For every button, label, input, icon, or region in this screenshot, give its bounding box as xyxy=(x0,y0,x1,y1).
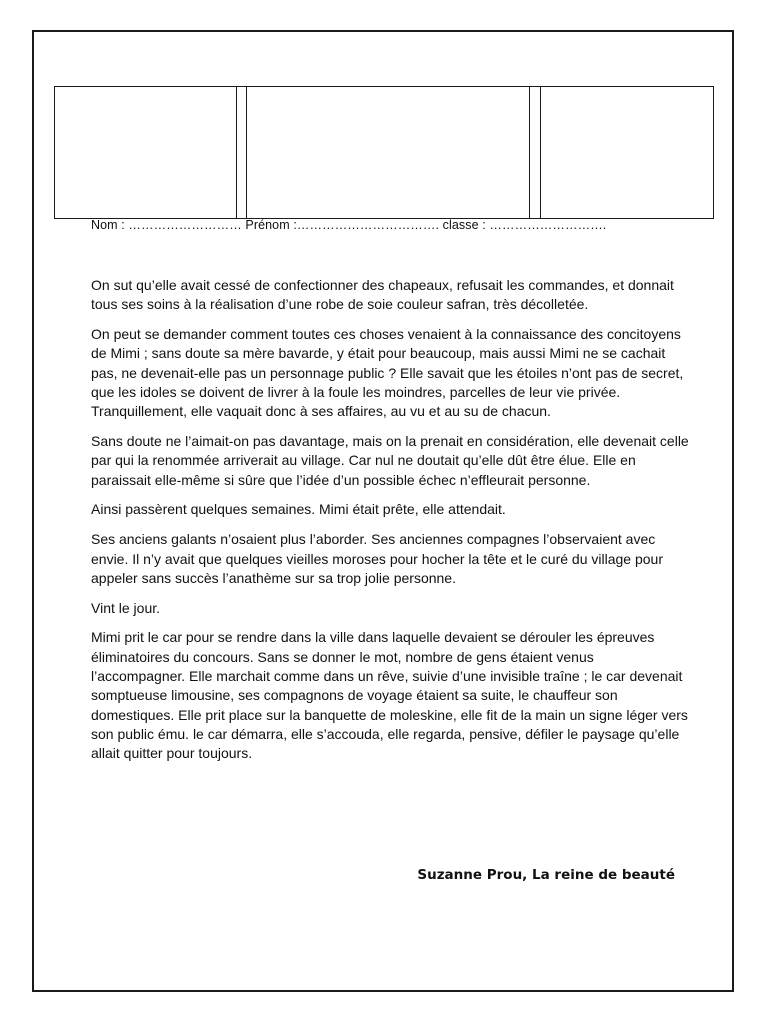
header-divider xyxy=(529,87,530,218)
paragraph: Sans doute ne l’aimait-on pas davantage, mais on la prenait en considération, elle devenait celle par qui la renommée arriverait au village. Car nul ne doutait qu’elle dût être élue. Elle en paraissait elle-même si sûre que l’idée d’un possible échec n’effleurait personne. xyxy=(91,433,689,488)
header-table xyxy=(54,86,714,219)
paragraph: On sut qu’elle avait cessé de confectionner des chapeaux, refusait les commandes, et donnait tous ses soins à la réalisation d’une robe de soie couleur safran, très décolletée. xyxy=(91,277,674,313)
header-divider xyxy=(246,87,247,218)
paragraph: Ainsi passèrent quelques semaines. Mimi était prête, elle attendait. xyxy=(91,501,506,518)
paragraph: Vint le jour. xyxy=(91,599,161,616)
author-citation: Suzanne Prou, La reine de beauté xyxy=(417,867,675,883)
paragraph: Ses anciens galants n’osaient plus l’aborder. Ses anciennes compagnes l’observaient avec envie. Il n’y avait que quelques vieilles moroses pour hocher la tête et le curé du village pour appeler sans succès l’anathème sur sa trop jolie personne. xyxy=(91,531,663,586)
text-body xyxy=(91,276,691,774)
paragraph: Mimi prit le car pour se rendre dans la ville dans laquelle devaient se dérouler les épreuves éliminatoires du concours. Sans se donner le mot, nombre de gens étaient venus l’accompagner. Elle marchait comme dans un rêve, suivie d’une invisible traîne ; le car devenait somptueuse limousine, ses compagnons de voyage étaient sa suite, le chauffeur son domestiques. Elle prit place sur la banquette de moleskine, elle fit de la main un signe léger vers son public ému. le car démarra, elle s’accouda, elle regarda, pensive, défiler le paysage qu’elle allait quitter pour toujours. xyxy=(91,629,688,762)
header-divider xyxy=(236,87,237,218)
student-info-line: Nom : ……………………… Prénom :……………………………. classe : ………………………. xyxy=(91,218,607,232)
paragraph: On peut se demander comment toutes ces choses venaient à la connaissance des concitoyens de Mimi ; sans doute sa mère bavarde, y était pour beaucoup, mais aussi Mimi ne se cachait pas, ne devenait-elle pas un personnage public ? Elle savait que les étoiles n’ont pas de secret, que les idoles se doivent de livrer à la foule les moindres, parcelles de leur vie privée. Tranquillement, elle vaquait donc à ses affaires, au vu et au su de chacun. xyxy=(91,326,684,420)
header-divider xyxy=(540,87,541,218)
